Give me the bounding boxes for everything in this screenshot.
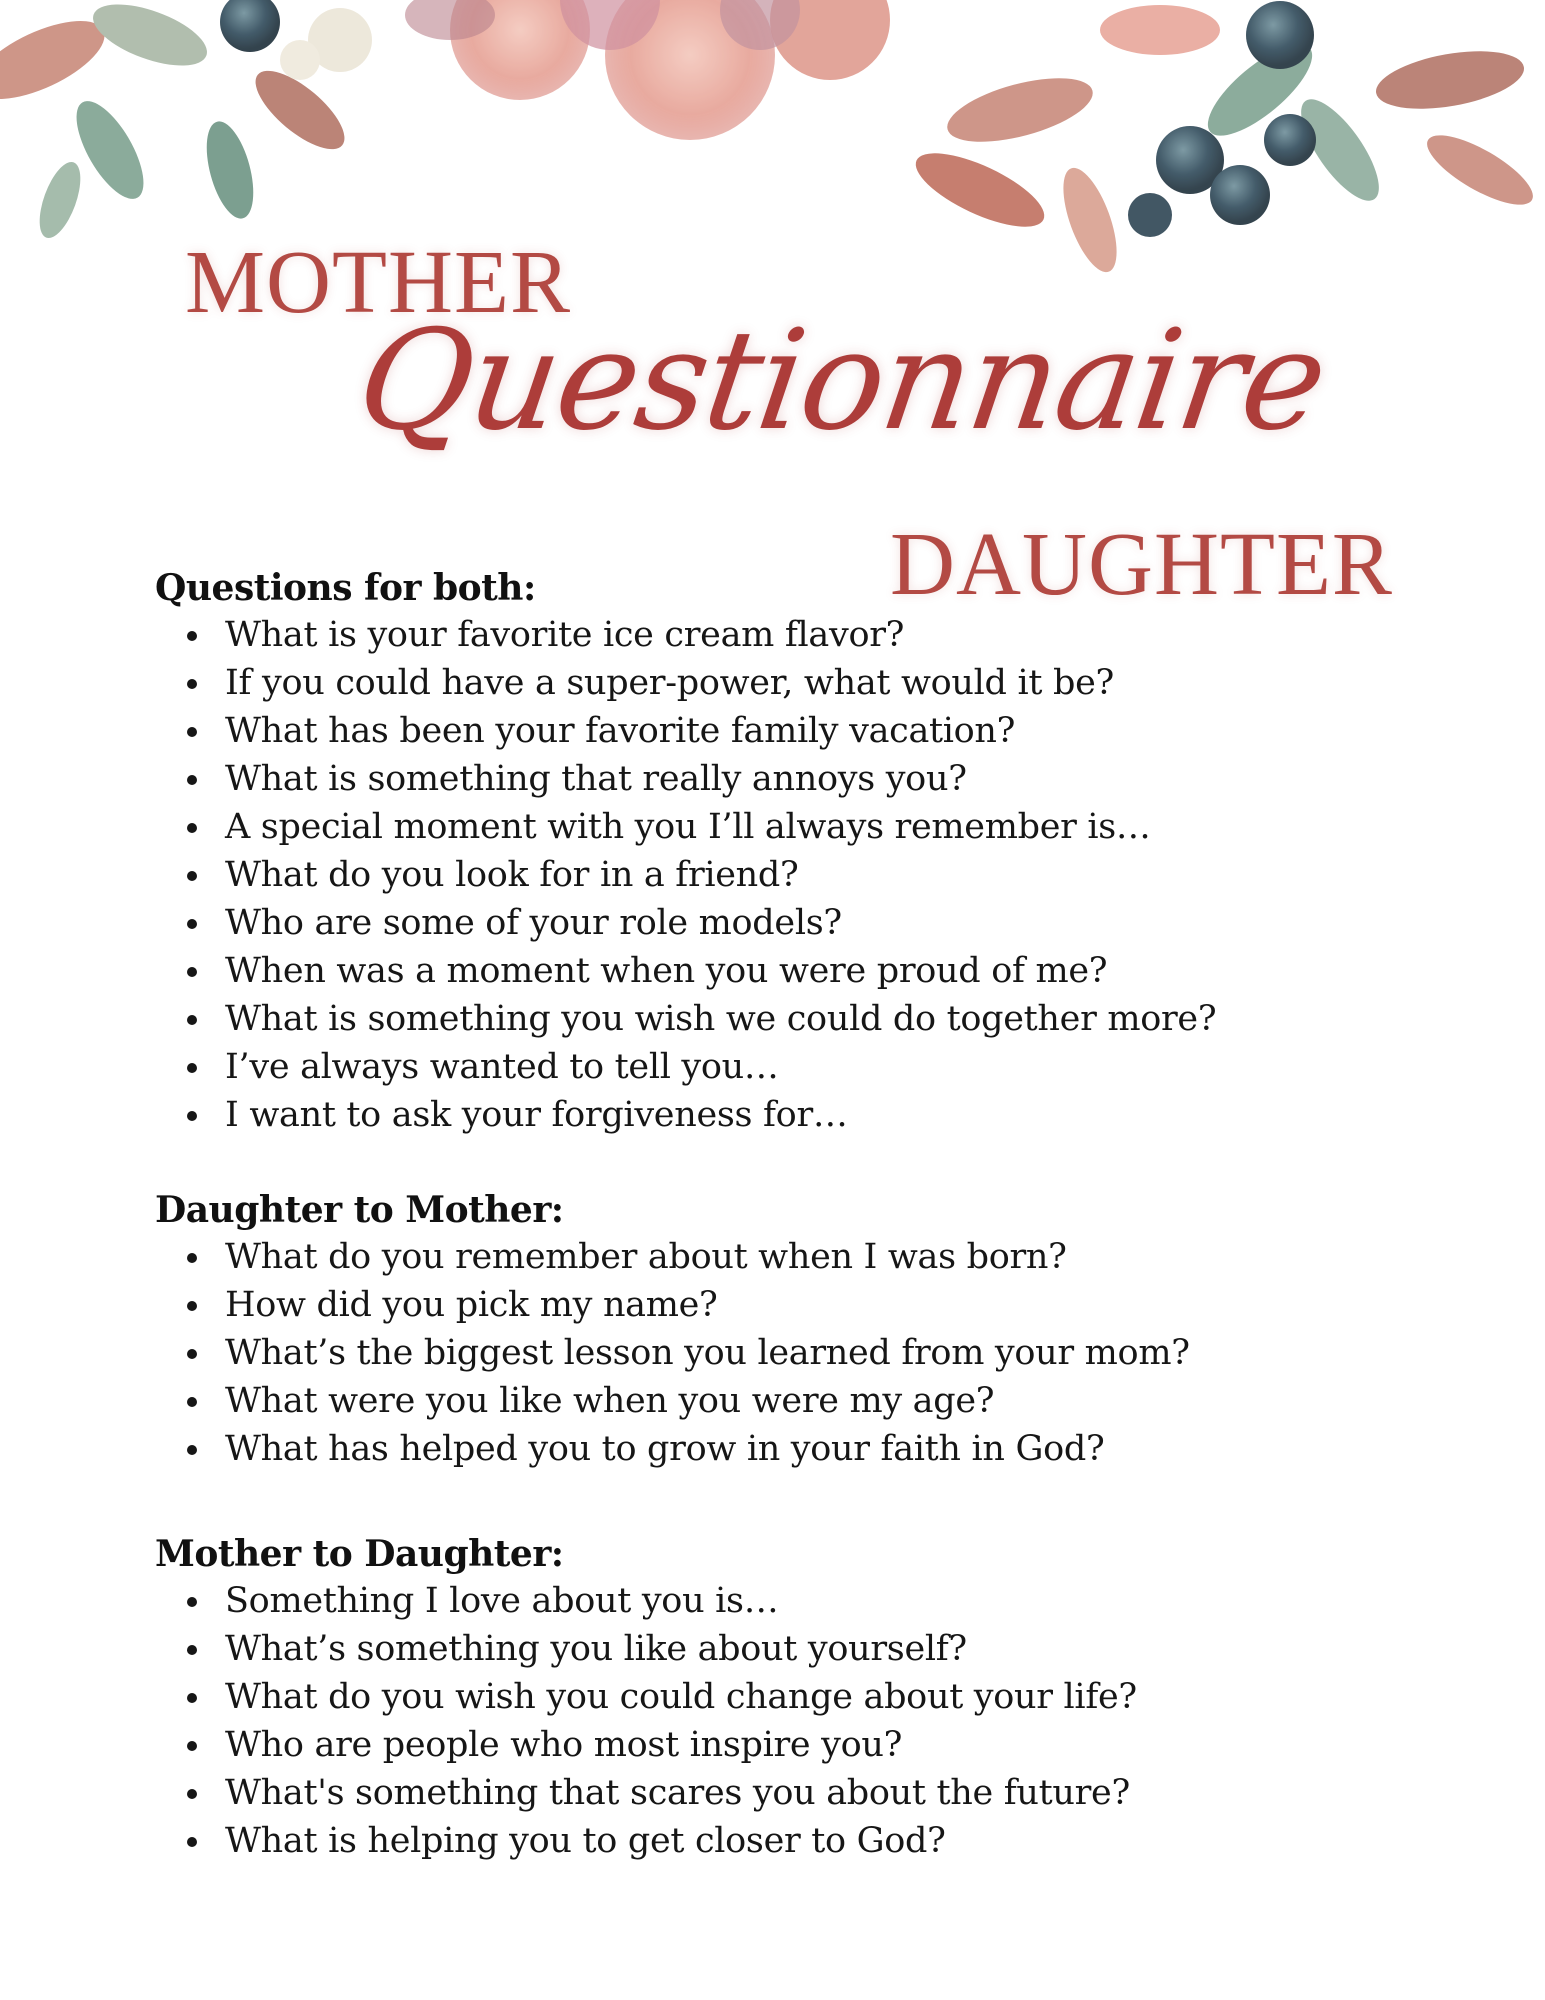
bullet-icon [187,1693,197,1703]
section-heading: Daughter to Mother: [155,1189,564,1231]
bullet-icon [187,1397,197,1407]
question-text: What has been your favorite family vacation? [225,711,1016,751]
question-item [155,755,1355,803]
bullet-icon [187,919,197,929]
bullet-icon [187,1253,197,1263]
bullet-icon [187,1789,197,1799]
bullet-icon [187,679,197,689]
question-item [155,659,1355,707]
bullet-icon [187,1301,197,1311]
question-text: What is something that really annoys you? [225,759,967,799]
question-list [155,611,1355,1139]
question-text: What's something that scares you about the future? [225,1773,1130,1813]
question-item [155,899,1355,947]
bullet-icon [187,1597,197,1607]
question-text: I’ve always wanted to tell you… [225,1047,779,1087]
question-text: What do you remember about when I was born? [225,1237,1067,1277]
question-item [155,803,1355,851]
question-item [155,1721,1355,1769]
bullet-icon [187,1741,197,1751]
question-text: When was a moment when you were proud of me? [225,951,1108,991]
bullet-icon [187,1645,197,1655]
question-item [155,1425,1355,1473]
question-item [155,1281,1355,1329]
question-text: What do you wish you could change about your life? [225,1677,1137,1717]
question-item [155,611,1355,659]
question-text: How did you pick my name? [225,1285,718,1325]
question-item [155,1043,1355,1091]
question-item [155,1233,1355,1281]
question-item [155,707,1355,755]
question-text: What’s the biggest lesson you learned from your mom? [225,1333,1190,1373]
question-item [155,1577,1355,1625]
question-text: What is something you wish we could do together more? [225,999,1217,1039]
question-text: What has helped you to grow in your faith in God? [225,1429,1105,1469]
question-text: A special moment with you I’ll always remember is… [225,807,1151,847]
bullet-icon [187,1015,197,1025]
question-item [155,1769,1355,1817]
question-item [155,947,1355,995]
section-mother-to-daughter [155,1531,1355,1865]
question-item [155,1673,1355,1721]
bullet-icon [187,775,197,785]
question-text: What do you look for in a friend? [225,855,799,895]
title-daughter: DAUGHTER [890,515,1393,614]
bullet-icon [187,1111,197,1121]
question-item [155,1329,1355,1377]
question-text: I want to ask your forgiveness for… [225,1095,848,1135]
bullet-icon [187,1349,197,1359]
section-daughter-to-mother [155,1187,1355,1473]
question-text: Something I love about you is… [225,1581,779,1621]
question-item [155,1625,1355,1673]
question-text: What’s something you like about yourself? [225,1629,967,1669]
bullet-icon [187,727,197,737]
question-text: What is helping you to get closer to God? [225,1821,946,1861]
question-text: What is your favorite ice cream flavor? [225,615,905,655]
bullet-icon [187,1445,197,1455]
title-questionnaire: Questionnaire [348,300,1335,461]
bullet-icon [187,871,197,881]
section-heading: Mother to Daughter: [155,1533,564,1575]
questions-content [155,565,1355,1865]
question-item [155,851,1355,899]
question-text: What were you like when you were my age? [225,1381,995,1421]
bullet-icon [187,967,197,977]
question-list [155,1577,1355,1865]
question-item [155,995,1355,1043]
bullet-icon [187,1837,197,1847]
question-item [155,1817,1355,1865]
section-questions-for-both [155,565,1355,1139]
bullet-icon [187,823,197,833]
question-item [155,1377,1355,1425]
question-text: If you could have a super-power, what would it be? [225,663,1114,703]
question-item [155,1091,1355,1139]
question-list [155,1233,1355,1473]
bullet-icon [187,1063,197,1073]
question-text: Who are some of your role models? [225,903,842,943]
question-text: Who are people who most inspire you? [225,1725,903,1765]
title-mother: MOTHER [185,233,571,332]
bullet-icon [187,631,197,641]
section-heading: Questions for both: [155,567,536,609]
